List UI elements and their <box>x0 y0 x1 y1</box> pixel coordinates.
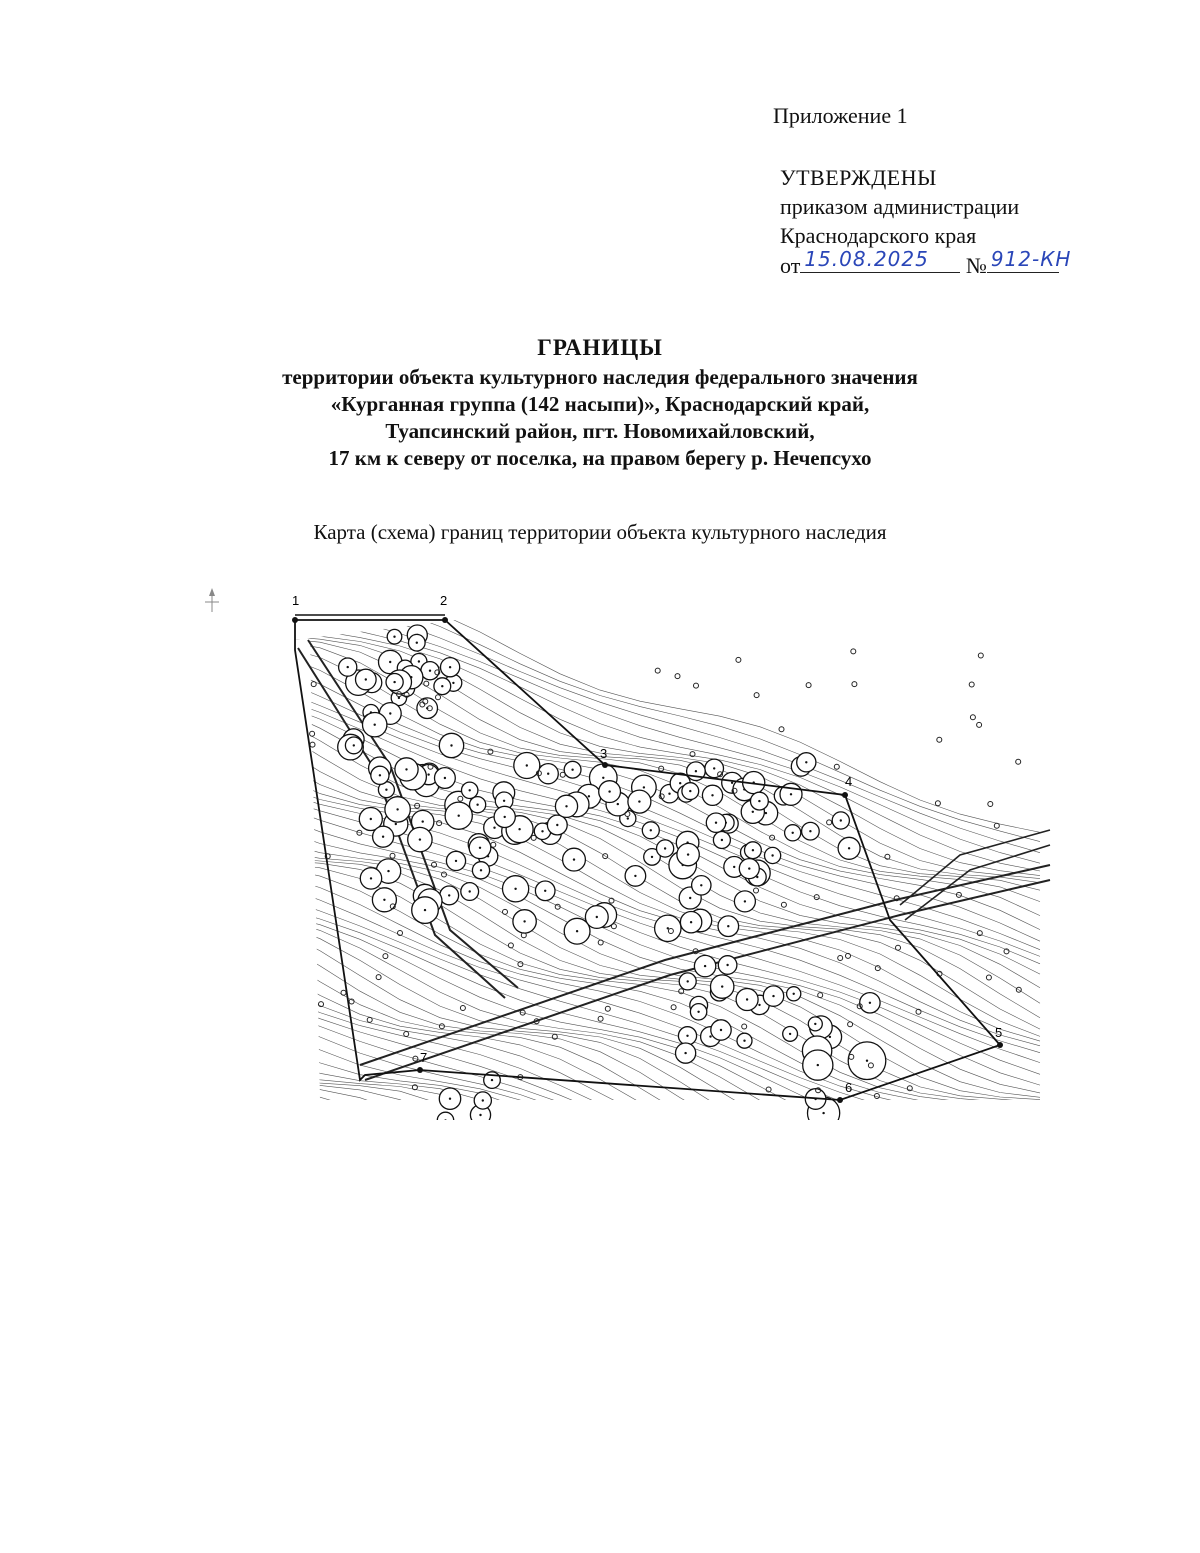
mound-center <box>383 899 385 901</box>
mound-center <box>627 817 629 819</box>
mound-center <box>664 847 666 849</box>
mound-center <box>848 847 850 849</box>
mound-center <box>365 678 367 680</box>
mound-center <box>379 774 381 776</box>
mound-center <box>370 818 372 820</box>
survey-marker <box>986 975 991 980</box>
boundary-point-label: 5 <box>995 1025 1003 1040</box>
survey-marker <box>838 956 843 961</box>
mound-center <box>526 764 528 766</box>
boundary-point-label: 3 <box>600 746 608 761</box>
mound-center <box>817 1064 819 1066</box>
survey-marker <box>508 943 513 948</box>
handwritten-number: 912-КН <box>990 247 1072 271</box>
mound-center <box>726 964 728 966</box>
survey-marker <box>605 1006 610 1011</box>
survey-marker <box>383 954 388 959</box>
boundary-point-label: 6 <box>845 1080 853 1095</box>
mound-center <box>608 790 610 792</box>
mound-center <box>491 1079 493 1081</box>
mound-center <box>556 824 558 826</box>
mound-center <box>419 838 421 840</box>
survey-marker <box>404 1032 409 1037</box>
contour-line <box>200 684 1040 974</box>
survey-marker <box>598 940 603 945</box>
mound-center <box>743 1040 745 1042</box>
mound-center <box>771 854 773 856</box>
mound-center <box>482 1099 484 1101</box>
survey-marker <box>742 1024 747 1029</box>
mound-center <box>370 877 372 879</box>
map-caption: Карта (схема) границ территории объекта культурного наследия <box>313 520 887 544</box>
mound-center <box>450 744 452 746</box>
mound-center <box>353 744 355 746</box>
mound-center <box>393 681 395 683</box>
survey-marker <box>491 842 496 847</box>
survey-marker <box>754 693 759 698</box>
survey-marker <box>439 1024 444 1029</box>
survey-marker <box>781 902 786 907</box>
mound-center <box>387 870 389 872</box>
survey-marker <box>560 772 565 777</box>
survey-marker <box>970 715 975 720</box>
contour-line <box>200 846 1040 1120</box>
survey-marker <box>977 931 982 936</box>
mound-center <box>651 856 653 858</box>
heading-line-3: Туапсинский район, пгт. Новомихайловский, <box>385 419 815 443</box>
boundary-point-label: 4 <box>845 774 853 789</box>
survey-marker <box>460 1006 465 1011</box>
mound-center <box>544 890 546 892</box>
contour-line <box>200 789 1040 1093</box>
mound-center <box>748 867 750 869</box>
survey-marker <box>679 989 684 994</box>
contour-line <box>200 828 1040 1109</box>
survey-marker <box>436 695 441 700</box>
mound-center <box>713 767 715 769</box>
survey-marker <box>310 731 315 736</box>
document-heading <box>0 335 1200 472</box>
mound-center <box>429 670 431 672</box>
mound-center <box>686 1035 688 1037</box>
number-blank <box>987 247 1072 273</box>
number-sign: № <box>965 253 987 278</box>
mound-center <box>793 993 795 995</box>
heading-line-4: 17 км к северу от поселка, на правом берегу р. Нечепсухо <box>328 446 872 470</box>
contour-line <box>200 580 1040 871</box>
mound-center <box>789 1033 791 1035</box>
mound-center <box>695 770 697 772</box>
mound-center <box>700 884 702 886</box>
heading-line-2: «Курганная группа (142 насыпи)», Краснодарский край, <box>330 392 870 416</box>
mound-center <box>518 828 520 830</box>
date-blank <box>800 247 960 273</box>
mound-center <box>385 789 387 791</box>
boundary-map-svg <box>200 580 1060 1120</box>
survey-marker <box>424 681 429 686</box>
mound-center <box>758 800 760 802</box>
mound-center <box>571 769 573 771</box>
survey-marker <box>916 1009 921 1014</box>
mound-center <box>679 782 681 784</box>
mound-center <box>715 822 717 824</box>
survey-marker <box>611 924 616 929</box>
mound-center <box>449 666 451 668</box>
heading-main: ГРАНИЦЫ <box>537 335 663 360</box>
survey-marker <box>846 953 851 958</box>
mound-center <box>690 921 692 923</box>
mound-center <box>547 773 549 775</box>
mound-center <box>441 685 443 687</box>
survey-marker <box>754 888 759 893</box>
mound-center <box>687 853 689 855</box>
survey-marker <box>367 1017 372 1022</box>
mound-center <box>455 860 457 862</box>
mound-center <box>643 786 645 788</box>
mound-center <box>596 916 598 918</box>
mound-center <box>617 803 619 805</box>
survey-marker <box>671 1005 676 1010</box>
appendix-label: Приложение 1 <box>773 103 908 128</box>
burial-mound <box>437 1112 453 1120</box>
mound-center <box>697 1011 699 1013</box>
survey-marker <box>598 1016 603 1021</box>
mound-center <box>458 815 460 817</box>
mound-center <box>733 866 735 868</box>
mound-center <box>744 900 746 902</box>
mound-center <box>721 985 723 987</box>
survey-marker <box>969 682 974 687</box>
survey-marker <box>978 653 983 658</box>
mound-center <box>689 790 691 792</box>
contour-line <box>200 1035 1040 1120</box>
approval-line-1: приказом администрации <box>780 194 1020 219</box>
mound-center <box>588 795 590 797</box>
boundary-map <box>200 580 1060 1120</box>
mound-center <box>396 808 398 810</box>
mound-center <box>418 660 420 662</box>
mound-center <box>638 800 640 802</box>
survey-marker <box>1016 759 1021 764</box>
mound-center <box>416 642 418 644</box>
mound-center <box>493 827 495 829</box>
handwritten-date: 15.08.2025 <box>804 247 929 271</box>
contour-line <box>200 639 1040 930</box>
mound-center <box>565 805 567 807</box>
mound-center <box>479 1114 481 1116</box>
survey-marker <box>851 649 856 654</box>
mound-center <box>704 965 706 967</box>
mound-center <box>752 849 754 851</box>
survey-marker <box>994 823 999 828</box>
survey-marker <box>988 802 993 807</box>
survey-marker <box>310 742 315 747</box>
mound-center <box>668 793 670 795</box>
mound-center <box>449 1098 451 1100</box>
survey-marker <box>503 909 508 914</box>
survey-marker <box>531 835 536 840</box>
survey-marker <box>779 727 784 732</box>
mound-center <box>792 832 794 834</box>
contour-line <box>200 690 1040 988</box>
mound-center <box>822 1112 824 1114</box>
mound-center <box>393 636 395 638</box>
contour-line <box>200 612 1040 890</box>
mound-center <box>504 816 506 818</box>
mound-center <box>448 894 450 896</box>
survey-marker <box>736 657 741 662</box>
contour-line <box>200 594 1040 879</box>
mound-center <box>389 661 391 663</box>
survey-marker <box>827 820 832 825</box>
mound-center <box>476 804 478 806</box>
survey-marker <box>818 993 823 998</box>
mound-center <box>731 782 733 784</box>
mound-center <box>576 930 578 932</box>
mound-center <box>541 830 543 832</box>
mound-center <box>480 869 482 871</box>
heading-line-1: территории объекта культурного наследия федерального значения <box>282 365 918 389</box>
survey-marker <box>376 975 381 980</box>
approval-block <box>780 163 1072 280</box>
mound-center <box>444 777 446 779</box>
contour-line <box>200 914 1040 1120</box>
mound-center <box>424 909 426 911</box>
survey-marker <box>806 683 811 688</box>
boundary-point-label: 2 <box>440 593 448 608</box>
mound-center <box>469 890 471 892</box>
survey-marker <box>518 962 523 967</box>
mound-center <box>347 666 349 668</box>
contour-line <box>200 1098 1040 1120</box>
survey-marker <box>432 862 437 867</box>
mound-center <box>790 793 792 795</box>
mound-center <box>514 888 516 890</box>
mound-center <box>389 712 391 714</box>
north-arrow-icon <box>205 588 219 612</box>
mound-center <box>711 794 713 796</box>
mound-center <box>689 897 691 899</box>
mound-center <box>814 1023 816 1025</box>
mound-center <box>721 839 723 841</box>
mound-center <box>720 1029 722 1031</box>
mound-center <box>479 847 481 849</box>
mound-center <box>758 1004 760 1006</box>
mound-center <box>634 875 636 877</box>
mound-center <box>684 1052 686 1054</box>
mound-center <box>746 998 748 1000</box>
mound-center <box>727 925 729 927</box>
survey-marker <box>488 749 493 754</box>
survey-marker <box>852 682 857 687</box>
mound-center <box>840 819 842 821</box>
survey-marker <box>935 801 940 806</box>
mound-center <box>452 682 454 684</box>
contour-line <box>200 891 1040 1120</box>
contour-line <box>200 990 1040 1120</box>
mound-center <box>469 789 471 791</box>
survey-marker <box>977 722 982 727</box>
contour-line <box>200 1026 1040 1120</box>
mound-center <box>805 761 807 763</box>
survey-marker <box>437 821 442 826</box>
mound-center <box>709 1035 711 1037</box>
approval-prefix: от <box>780 253 801 278</box>
contour-line <box>200 1053 1040 1120</box>
survey-marker <box>896 945 901 950</box>
mound-center <box>829 1036 831 1038</box>
mound-center <box>395 823 397 825</box>
mound-center <box>602 777 604 779</box>
survey-marker <box>675 674 680 679</box>
approval-title: УТВЕРЖДЕНЫ <box>780 165 937 190</box>
contour-line <box>200 693 1040 1003</box>
mound-center <box>427 773 429 775</box>
contour-line <box>200 1107 1040 1120</box>
survey-marker <box>655 668 660 673</box>
mound-center <box>503 800 505 802</box>
mound-center <box>765 812 767 814</box>
mound-center <box>523 920 525 922</box>
boundary-point-label: 7 <box>420 1050 428 1065</box>
approval-line-2: Краснодарского края <box>780 223 977 248</box>
contour-line <box>200 1116 1040 1120</box>
survey-marker <box>341 990 346 995</box>
survey-marker <box>390 853 395 858</box>
contour-line <box>200 931 1040 1120</box>
mound-center <box>772 995 774 997</box>
mound-center <box>650 829 652 831</box>
mound-center <box>866 1060 868 1062</box>
mound-center <box>382 836 384 838</box>
contour-line <box>200 603 1040 883</box>
mound-center <box>809 830 811 832</box>
mound-center <box>573 858 575 860</box>
approval-date-line <box>780 247 1072 280</box>
mound-center <box>869 1002 871 1004</box>
survey-marker <box>694 683 699 688</box>
contour-line <box>200 1089 1040 1120</box>
survey-marker <box>848 1022 853 1027</box>
mound-center <box>405 768 407 770</box>
mound-center <box>687 980 689 982</box>
survey-marker <box>937 737 942 742</box>
contour-line <box>200 1012 1040 1120</box>
boundary-point-label: 1 <box>292 593 300 608</box>
contour-line <box>200 704 1040 1029</box>
mound-center <box>752 811 754 813</box>
survey-marker <box>834 764 839 769</box>
contour-line <box>200 1044 1040 1120</box>
mound-center <box>422 820 424 822</box>
mound-center <box>374 724 376 726</box>
survey-marker <box>311 682 316 687</box>
